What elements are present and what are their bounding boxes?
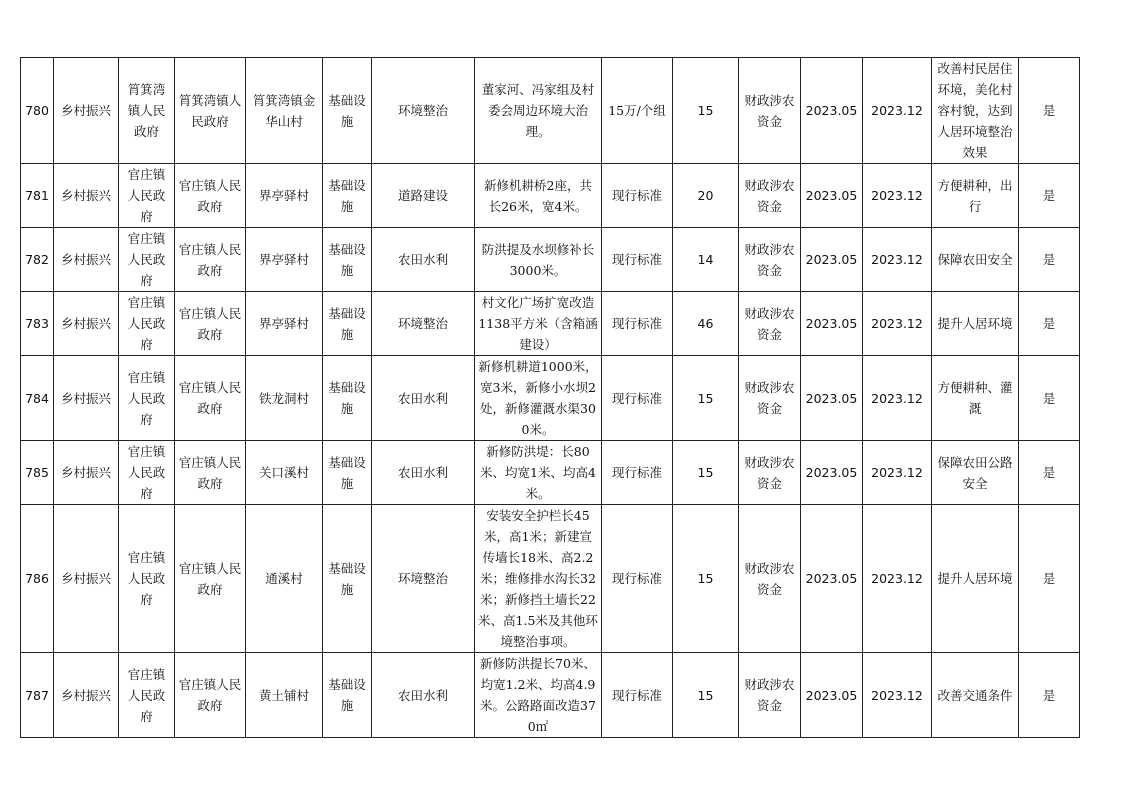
table-row [21, 441, 1080, 505]
cell-content: 村文化广场扩宽改造1138平方米（含箱涵建设） [475, 292, 602, 356]
table-row [21, 505, 1080, 653]
cell-town: 官庄镇人民政府 [119, 505, 175, 653]
cell-subtype: 环境整治 [372, 58, 475, 164]
cell-start: 2023.05 [801, 653, 863, 738]
cell-village: 界亭驿村 [246, 228, 323, 292]
cell-content: 安装安全护栏长45米，高1米；新建宣传墙长18米、高2.2米；维修排水沟长32米；新修挡土墙长22米、高1.5米及其他环境整治事项。 [475, 505, 602, 653]
cell-flag: 是 [1019, 292, 1080, 356]
cell-amount: 15 [673, 58, 739, 164]
cell-unit: 筲箕湾镇人民政府 [175, 58, 246, 164]
cell-amount: 15 [673, 441, 739, 505]
cell-no: 786 [21, 505, 54, 653]
cell-start: 2023.05 [801, 164, 863, 228]
cell-flag: 是 [1019, 505, 1080, 653]
cell-no: 780 [21, 58, 54, 164]
cell-standard: 现行标准 [602, 653, 673, 738]
cell-content: 新修防洪堤：长80米、均宽1米、均高4米。 [475, 441, 602, 505]
cell-no: 787 [21, 653, 54, 738]
cell-village: 界亭驿村 [246, 164, 323, 228]
cell-amount: 15 [673, 653, 739, 738]
cell-start: 2023.05 [801, 441, 863, 505]
cell-subtype: 农田水利 [372, 356, 475, 441]
cell-end: 2023.12 [863, 505, 932, 653]
cell-no: 784 [21, 356, 54, 441]
cell-content: 新修机耕桥2座，共长26米，宽4米。 [475, 164, 602, 228]
cell-fund: 财政涉农资金 [739, 58, 801, 164]
cell-content: 防洪提及水坝修补长3000米。 [475, 228, 602, 292]
cell-fund: 财政涉农资金 [739, 356, 801, 441]
cell-start: 2023.05 [801, 292, 863, 356]
cell-unit: 官庄镇人民政府 [175, 164, 246, 228]
cell-amount: 46 [673, 292, 739, 356]
cell-fund: 财政涉农资金 [739, 653, 801, 738]
cell-standard: 现行标准 [602, 228, 673, 292]
cell-village: 界亭驿村 [246, 292, 323, 356]
cell-start: 2023.05 [801, 58, 863, 164]
cell-category: 乡村振兴 [54, 356, 119, 441]
cell-start: 2023.05 [801, 505, 863, 653]
table-row [21, 58, 1080, 164]
cell-type: 基础设施 [323, 292, 372, 356]
cell-village: 铁龙洞村 [246, 356, 323, 441]
cell-unit: 官庄镇人民政府 [175, 356, 246, 441]
cell-standard: 现行标准 [602, 292, 673, 356]
cell-town: 官庄镇人民政府 [119, 292, 175, 356]
cell-type: 基础设施 [323, 228, 372, 292]
cell-amount: 15 [673, 356, 739, 441]
cell-category: 乡村振兴 [54, 58, 119, 164]
cell-amount: 14 [673, 228, 739, 292]
cell-content: 新修防洪提长70米、均宽1.2米、均高4.9米。公路路面改造370㎡ [475, 653, 602, 738]
cell-fund: 财政涉农资金 [739, 292, 801, 356]
cell-unit: 官庄镇人民政府 [175, 653, 246, 738]
cell-standard: 现行标准 [602, 505, 673, 653]
cell-town: 官庄镇人民政府 [119, 653, 175, 738]
cell-village: 黄土铺村 [246, 653, 323, 738]
table-row [21, 164, 1080, 228]
cell-subtype: 农田水利 [372, 228, 475, 292]
cell-standard: 现行标准 [602, 441, 673, 505]
cell-no: 782 [21, 228, 54, 292]
cell-town: 筲箕湾镇人民政府 [119, 58, 175, 164]
cell-town: 官庄镇人民政府 [119, 228, 175, 292]
cell-standard: 现行标准 [602, 356, 673, 441]
cell-benefit: 保障农田安全 [932, 228, 1019, 292]
cell-end: 2023.12 [863, 356, 932, 441]
cell-village: 筲箕湾镇金华山村 [246, 58, 323, 164]
cell-start: 2023.05 [801, 228, 863, 292]
cell-end: 2023.12 [863, 441, 932, 505]
cell-benefit: 方便耕种、灌溉 [932, 356, 1019, 441]
cell-benefit: 改善交通条件 [932, 653, 1019, 738]
cell-benefit: 方便耕种，出行 [932, 164, 1019, 228]
cell-end: 2023.12 [863, 164, 932, 228]
cell-town: 官庄镇人民政府 [119, 356, 175, 441]
cell-subtype: 道路建设 [372, 164, 475, 228]
table-body [21, 58, 1080, 738]
cell-fund: 财政涉农资金 [739, 505, 801, 653]
cell-subtype: 农田水利 [372, 441, 475, 505]
cell-flag: 是 [1019, 356, 1080, 441]
table-row [21, 356, 1080, 441]
cell-fund: 财政涉农资金 [739, 164, 801, 228]
cell-type: 基础设施 [323, 356, 372, 441]
cell-category: 乡村振兴 [54, 228, 119, 292]
cell-subtype: 环境整治 [372, 505, 475, 653]
cell-start: 2023.05 [801, 356, 863, 441]
cell-end: 2023.12 [863, 58, 932, 164]
cell-category: 乡村振兴 [54, 653, 119, 738]
cell-flag: 是 [1019, 653, 1080, 738]
cell-content: 董家河、冯家组及村委会周边环境大治理。 [475, 58, 602, 164]
cell-end: 2023.12 [863, 228, 932, 292]
cell-village: 通溪村 [246, 505, 323, 653]
cell-no: 785 [21, 441, 54, 505]
cell-flag: 是 [1019, 228, 1080, 292]
cell-benefit: 保障农田公路安全 [932, 441, 1019, 505]
cell-benefit: 提升人居环境 [932, 292, 1019, 356]
cell-no: 781 [21, 164, 54, 228]
cell-flag: 是 [1019, 164, 1080, 228]
table-row [21, 653, 1080, 738]
cell-unit: 官庄镇人民政府 [175, 228, 246, 292]
cell-unit: 官庄镇人民政府 [175, 441, 246, 505]
cell-amount: 20 [673, 164, 739, 228]
cell-benefit: 改善村民居住环境，美化村容村貌，达到人居环境整治效果 [932, 58, 1019, 164]
cell-standard: 15万/个组 [602, 58, 673, 164]
cell-type: 基础设施 [323, 164, 372, 228]
cell-town: 官庄镇人民政府 [119, 164, 175, 228]
table-row [21, 228, 1080, 292]
cell-category: 乡村振兴 [54, 505, 119, 653]
cell-flag: 是 [1019, 441, 1080, 505]
cell-village: 关口溪村 [246, 441, 323, 505]
cell-subtype: 环境整治 [372, 292, 475, 356]
project-table [20, 57, 1080, 738]
cell-town: 官庄镇人民政府 [119, 441, 175, 505]
cell-type: 基础设施 [323, 58, 372, 164]
cell-end: 2023.12 [863, 292, 932, 356]
cell-type: 基础设施 [323, 505, 372, 653]
cell-category: 乡村振兴 [54, 292, 119, 356]
table-row [21, 292, 1080, 356]
cell-content: 新修机耕道1000米，宽3米，新修小水坝2处，新修灌溉水渠300米。 [475, 356, 602, 441]
cell-flag: 是 [1019, 58, 1080, 164]
cell-no: 783 [21, 292, 54, 356]
cell-type: 基础设施 [323, 653, 372, 738]
cell-unit: 官庄镇人民政府 [175, 505, 246, 653]
cell-standard: 现行标准 [602, 164, 673, 228]
cell-category: 乡村振兴 [54, 441, 119, 505]
cell-type: 基础设施 [323, 441, 372, 505]
cell-amount: 15 [673, 505, 739, 653]
cell-subtype: 农田水利 [372, 653, 475, 738]
cell-unit: 官庄镇人民政府 [175, 292, 246, 356]
cell-fund: 财政涉农资金 [739, 441, 801, 505]
cell-category: 乡村振兴 [54, 164, 119, 228]
cell-end: 2023.12 [863, 653, 932, 738]
cell-benefit: 提升人居环境 [932, 505, 1019, 653]
cell-fund: 财政涉农资金 [739, 228, 801, 292]
